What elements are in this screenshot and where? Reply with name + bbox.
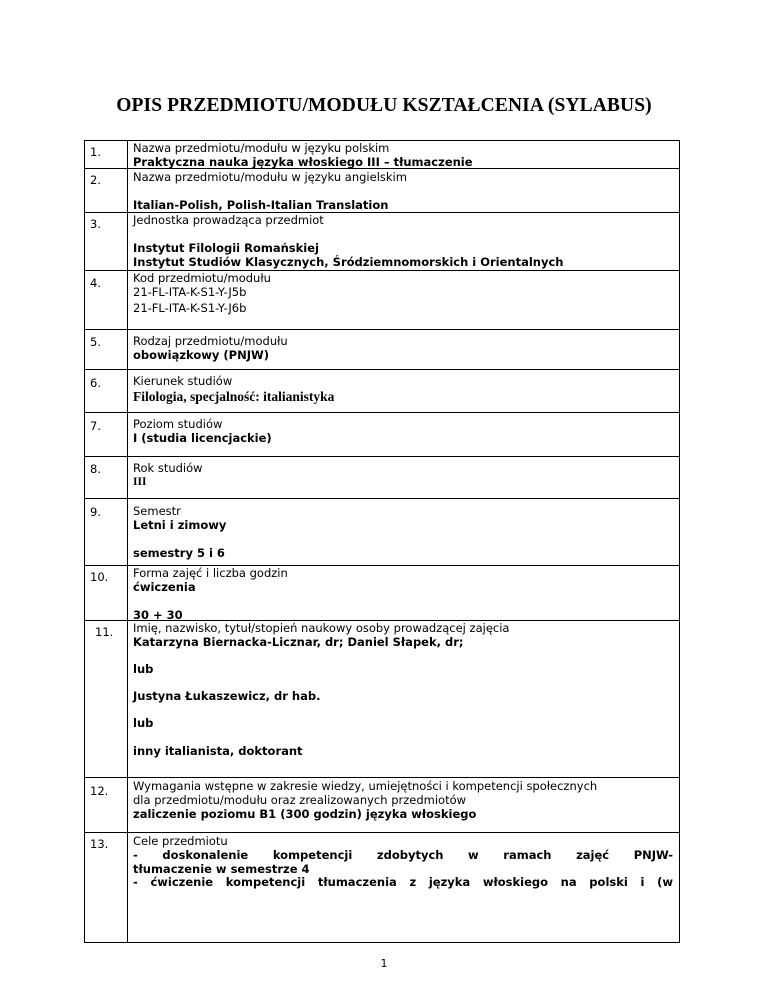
row-unit (133, 214, 673, 269)
row-course-name-pl (133, 142, 673, 170)
field-label: Semestr (133, 504, 181, 518)
row-number: 6. (90, 376, 101, 390)
table-column-divider (127, 140, 128, 943)
table-border-left (84, 140, 85, 943)
field-label: Jednostka prowadząca przedmiot (133, 213, 324, 227)
page-title: OPIS PRZEDMIOTU/MODUŁU KSZTAŁCENIA (SYLABUS) (116, 95, 652, 116)
row-number: 3. (90, 217, 101, 231)
row-number: 9. (90, 505, 101, 519)
row-divider (84, 832, 680, 833)
field-label: Forma zajęć i liczba godzin (133, 566, 288, 580)
field-label: Nazwa przedmiotu/modułu w języku polskim (133, 141, 390, 155)
row-divider (84, 498, 680, 499)
row-number: 10. (90, 570, 109, 584)
row-instructors (133, 622, 673, 759)
field-label: Poziom studiów (133, 417, 223, 431)
row-number: 13. (90, 837, 109, 851)
row-field-of-study (133, 375, 673, 405)
table-border-bottom (84, 942, 680, 943)
row-course-type (133, 335, 673, 363)
row-class-form (133, 567, 673, 622)
row-course-code (133, 272, 673, 315)
field-value: I (studia licencjackie) (133, 430, 272, 445)
field-value: obowiązkowy (PNJW) (133, 347, 269, 362)
field-value: zaliczenie poziomu B1 (300 godzin) języka włoskiego (133, 806, 477, 821)
field-value: 21-FL-ITA-K-S1-Y-J5b (133, 284, 247, 299)
field-value: Filologia, specjalność: italianistyka (133, 388, 335, 404)
field-value: Praktyczna nauka języka włoskiego III – tłumaczenie (133, 154, 473, 169)
table-border-right (679, 140, 680, 943)
field-label: Kierunek studiów (133, 374, 233, 388)
page-number: 1 (380, 957, 388, 970)
field-value: lub (133, 716, 154, 731)
field-value: 21-FL-ITA-K-S1-Y-J6b (133, 300, 247, 315)
field-value: Katarzyna Biernacka-Licznar, dr; Daniel Słapek, dr; (133, 634, 464, 649)
row-number: 1. (90, 145, 101, 159)
row-semester (133, 505, 673, 560)
field-value: 30 + 30 (133, 607, 183, 622)
field-value: inny italianista, doktorant (133, 743, 303, 758)
field-value: Italian-Polish, Polish-Italian Translation (133, 197, 389, 212)
row-study-year (133, 462, 673, 490)
field-label: dla przedmiotu/modułu oraz zrealizowanych przedmiotów (133, 792, 467, 807)
row-divider (84, 412, 680, 413)
field-value: - doskonalenie kompetencji zdobytych w ramach zajęć PNJW- (133, 847, 673, 862)
field-value: Letni i zimowy (133, 517, 227, 532)
row-divider (84, 329, 680, 330)
row-number: 7. (90, 419, 101, 433)
row-number: 12. (90, 784, 109, 798)
field-label: Cele przedmiotu (133, 834, 228, 848)
row-number: 8. (90, 462, 101, 476)
row-course-objectives (133, 835, 673, 890)
field-label: Rodzaj przedmiotu/modułu (133, 334, 288, 348)
row-prerequisites (133, 780, 673, 821)
field-label: Kod przedmiotu/modułu (133, 271, 271, 285)
row-number: 4. (90, 276, 101, 290)
row-study-level (133, 418, 673, 446)
row-number: 11. (95, 625, 114, 639)
field-label: Wymagania wstępne w zakresie wiedzy, umiejętności i kompetencji społecznych (133, 779, 598, 793)
field-label: Nazwa przedmiotu/modułu w języku angielskim (133, 170, 407, 184)
field-value: Instytut Filologii Romańskiej (133, 240, 319, 255)
field-value: tłumaczenie w semestrze 4 (133, 861, 310, 876)
row-divider (84, 456, 680, 457)
row-number: 5. (90, 335, 101, 349)
field-value: Instytut Studiów Klasycznych, Śródziemnomorskich i Orientalnych (133, 254, 564, 269)
field-value: Justyna Łukaszewicz, dr hab. (133, 689, 321, 704)
row-divider (84, 777, 680, 778)
field-value: ćwiczenia (133, 579, 196, 594)
field-label: Imię, nazwisko, tytuł/stopień naukowy osoby prowadzącej zajęcia (133, 621, 510, 635)
row-course-name-en (133, 171, 673, 213)
field-value: III (133, 475, 147, 488)
field-value: lub (133, 661, 154, 676)
row-divider (84, 369, 680, 370)
field-value: - ćwiczenie kompetencji tłumaczenia z języka włoskiego na polski i (w (133, 875, 673, 890)
field-value: semestry 5 i 6 (133, 545, 225, 560)
field-label: Rok studiów (133, 461, 203, 475)
row-number: 2. (90, 173, 101, 187)
